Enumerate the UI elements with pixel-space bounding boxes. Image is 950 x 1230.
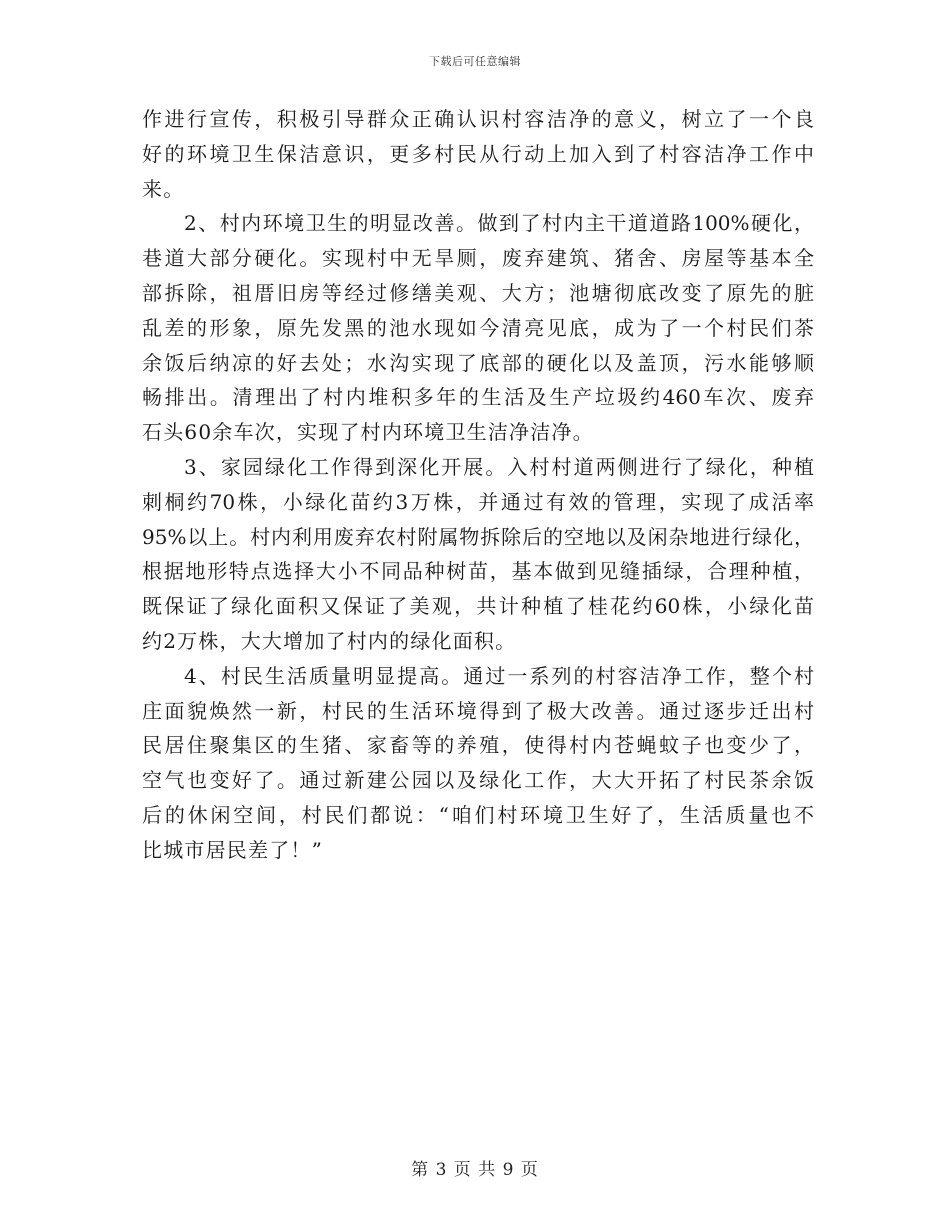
paragraph-line: 石头60余车次，实现了村内环境卫生洁净洁净。	[142, 420, 594, 445]
current-page-number: 3	[435, 1160, 448, 1180]
paragraph-line: 空气也变好了。通过新建公园以及绿化工作，大大开拓了村民茶余饭	[142, 768, 814, 793]
paragraph-line: 作进行宣传，积极引导群众正确认识村容洁净的意义，树立了一个良	[142, 107, 814, 131]
total-pages-number: 9	[502, 1160, 515, 1180]
paragraph-line: 3、家园绿化工作得到深化开展。入村村道两侧进行了绿化，种植	[184, 454, 814, 479]
paragraph-line: 95%以上。村内利用废弃农村附属物拆除后的空地以及闲杂地进行绿化，	[142, 524, 814, 549]
paragraph-line: 根据地形特点选择大小不同品种树苗，基本做到见缝插绿，合理种植，	[142, 559, 814, 584]
footer-suffix: 页	[520, 1160, 539, 1180]
paragraph-line: 来。	[142, 176, 185, 201]
paragraph-line: 庄面貌焕然一新，村民的生活环境得到了极大改善。通过逐步迁出村	[142, 698, 814, 723]
paragraph-line: 后的休闲空间，村民们都说：“咱们村环境卫生好了，生活质量也不	[142, 802, 814, 827]
paragraph-line: 余饭后纳凉的好去处；水沟实现了底部的硬化以及盖顶，污水能够顺	[142, 350, 814, 375]
paragraph-line: 刺桐约70株，小绿化苗约3万株，并通过有效的管理，实现了成活率	[142, 489, 814, 514]
footer-page-word: 页	[453, 1160, 472, 1180]
paragraph-line: 好的环境卫生保洁意识，更多村民从行动上加入到了村容洁净工作中	[142, 141, 814, 166]
paragraph-line: 畅排出。清理出了村内堆积多年的生活及生产垃圾约460车次、废弃	[142, 385, 814, 410]
paragraph-line: 乱差的形象，原先发黑的池水现如今清亮见底，成为了一个村民们茶	[142, 315, 814, 340]
page-number-footer	[0, 1155, 950, 1180]
paragraph-line: 4、村民生活质量明显提高。通过一系列的村容洁净工作，整个村	[184, 663, 814, 688]
paragraph-line: 既保证了绿化面积又保证了美观，共计种植了桂花约60株，小绿化苗	[142, 594, 814, 619]
document-body	[142, 102, 814, 868]
paragraph-line: 2、村内环境卫生的明显改善。做到了村内主干道道路100%硬化，	[184, 211, 814, 236]
page-header: 下载后可任意编辑	[429, 55, 521, 68]
paragraph-line: 比城市居民差了！”	[142, 837, 324, 862]
paragraph-line: 约2万株，大大增加了村内的绿化面积。	[142, 628, 517, 653]
paragraph-line: 巷道大部分硬化。实现村中无旱厕，废弃建筑、猪舍、房屋等基本全	[142, 246, 814, 271]
paragraph-line: 部拆除，祖厝旧房等经过修缮美观、大方；池塘彻底改变了原先的脏	[142, 280, 814, 305]
footer-prefix: 第	[411, 1160, 430, 1180]
paragraph-line: 民居住聚集区的生猪、家畜等的养殖，使得村内苍蝇蚊子也变少了，	[142, 733, 814, 758]
footer-total-word: 共	[478, 1160, 497, 1180]
